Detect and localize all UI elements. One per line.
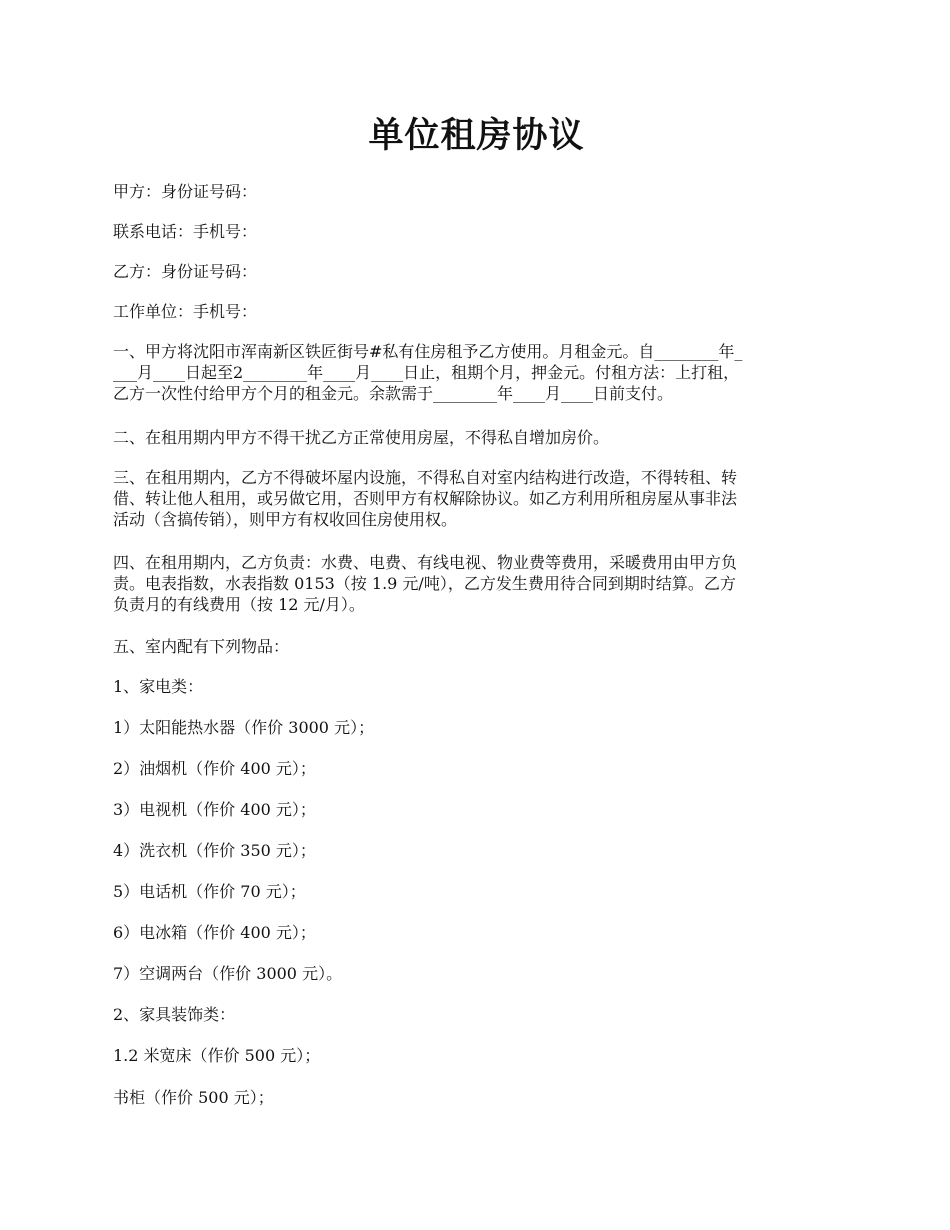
list-item: 4）洗衣机（作价 350 元）； [113, 841, 316, 860]
clause-4-line-3: 负责月的有线费用（按 12 元/月）。 [113, 595, 365, 614]
clause-3 [113, 467, 840, 530]
clause-2: 二、在租用期内甲方不得干扰乙方正常使用房屋，不得私自增加房价。 [113, 428, 610, 447]
category-appliances: 1、家电类： [113, 677, 204, 696]
list-item: 5）电话机（作价 70 元）； [113, 882, 306, 901]
list-item: 书柜（作价 500 元）； [113, 1088, 274, 1107]
clause-1-line-1: 一、甲方将沈阳市浑南新区铁匠街号#私有住房租予乙方使用。月租金元。自________年_ [113, 342, 743, 361]
clause-3-line-1: 三、在租用期内，乙方不得破坏屋内设施，不得私自对室内结构进行改造，不得转租、转 [113, 468, 738, 487]
clause-1-line-3: 乙方一次性付给甲方个月的租金元。余款需于________年____月____日前支付。 [113, 384, 674, 403]
clause-3-line-2: 借、转让他人租用，或另做它用，否则甲方有权解除协议。如乙方利用所租房屋从事非法 [113, 489, 738, 508]
clause-1 [113, 341, 840, 404]
list-item: 1）太阳能热水器（作价 3000 元）； [113, 718, 375, 737]
clause-5: 五、室内配有下列物品： [113, 637, 290, 656]
party-b-line: 乙方：身份证号码： [113, 262, 258, 281]
contact-phone-line: 联系电话：手机号： [113, 222, 258, 241]
clause-4-line-1: 四、在租用期内，乙方负责：水费、电费、有线电视、物业费等费用，采暖费用由甲方负 [113, 553, 738, 572]
list-item: 6）电冰箱（作价 400 元）； [113, 923, 316, 942]
list-item: 3）电视机（作价 400 元）； [113, 800, 316, 819]
document-title: 单位租房协议 [368, 115, 585, 156]
clause-4 [113, 552, 840, 615]
clause-1-line-2: ___月____日起至2________年____月____日止，租期个月，押金元。付租方法：上打租， [113, 363, 740, 382]
list-item: 1.2 米宽床（作价 500 元）； [113, 1046, 321, 1065]
clause-4-line-2: 责。电表指数，水表指数 0153（按 1.9 元/吨），乙方发生费用待合同到期时结算。乙方 [113, 574, 736, 593]
clause-3-line-3: 活动（含搞传销），则甲方有权收回住房使用权。 [113, 510, 458, 529]
list-item: 7）空调两台（作价 3000 元）。 [113, 964, 343, 983]
work-unit-line: 工作单位：手机号： [113, 302, 258, 321]
category-furniture: 2、家具装饰类： [113, 1005, 236, 1024]
list-item: 2）油烟机（作价 400 元）； [113, 759, 316, 778]
party-a-line: 甲方：身份证号码： [113, 182, 258, 201]
